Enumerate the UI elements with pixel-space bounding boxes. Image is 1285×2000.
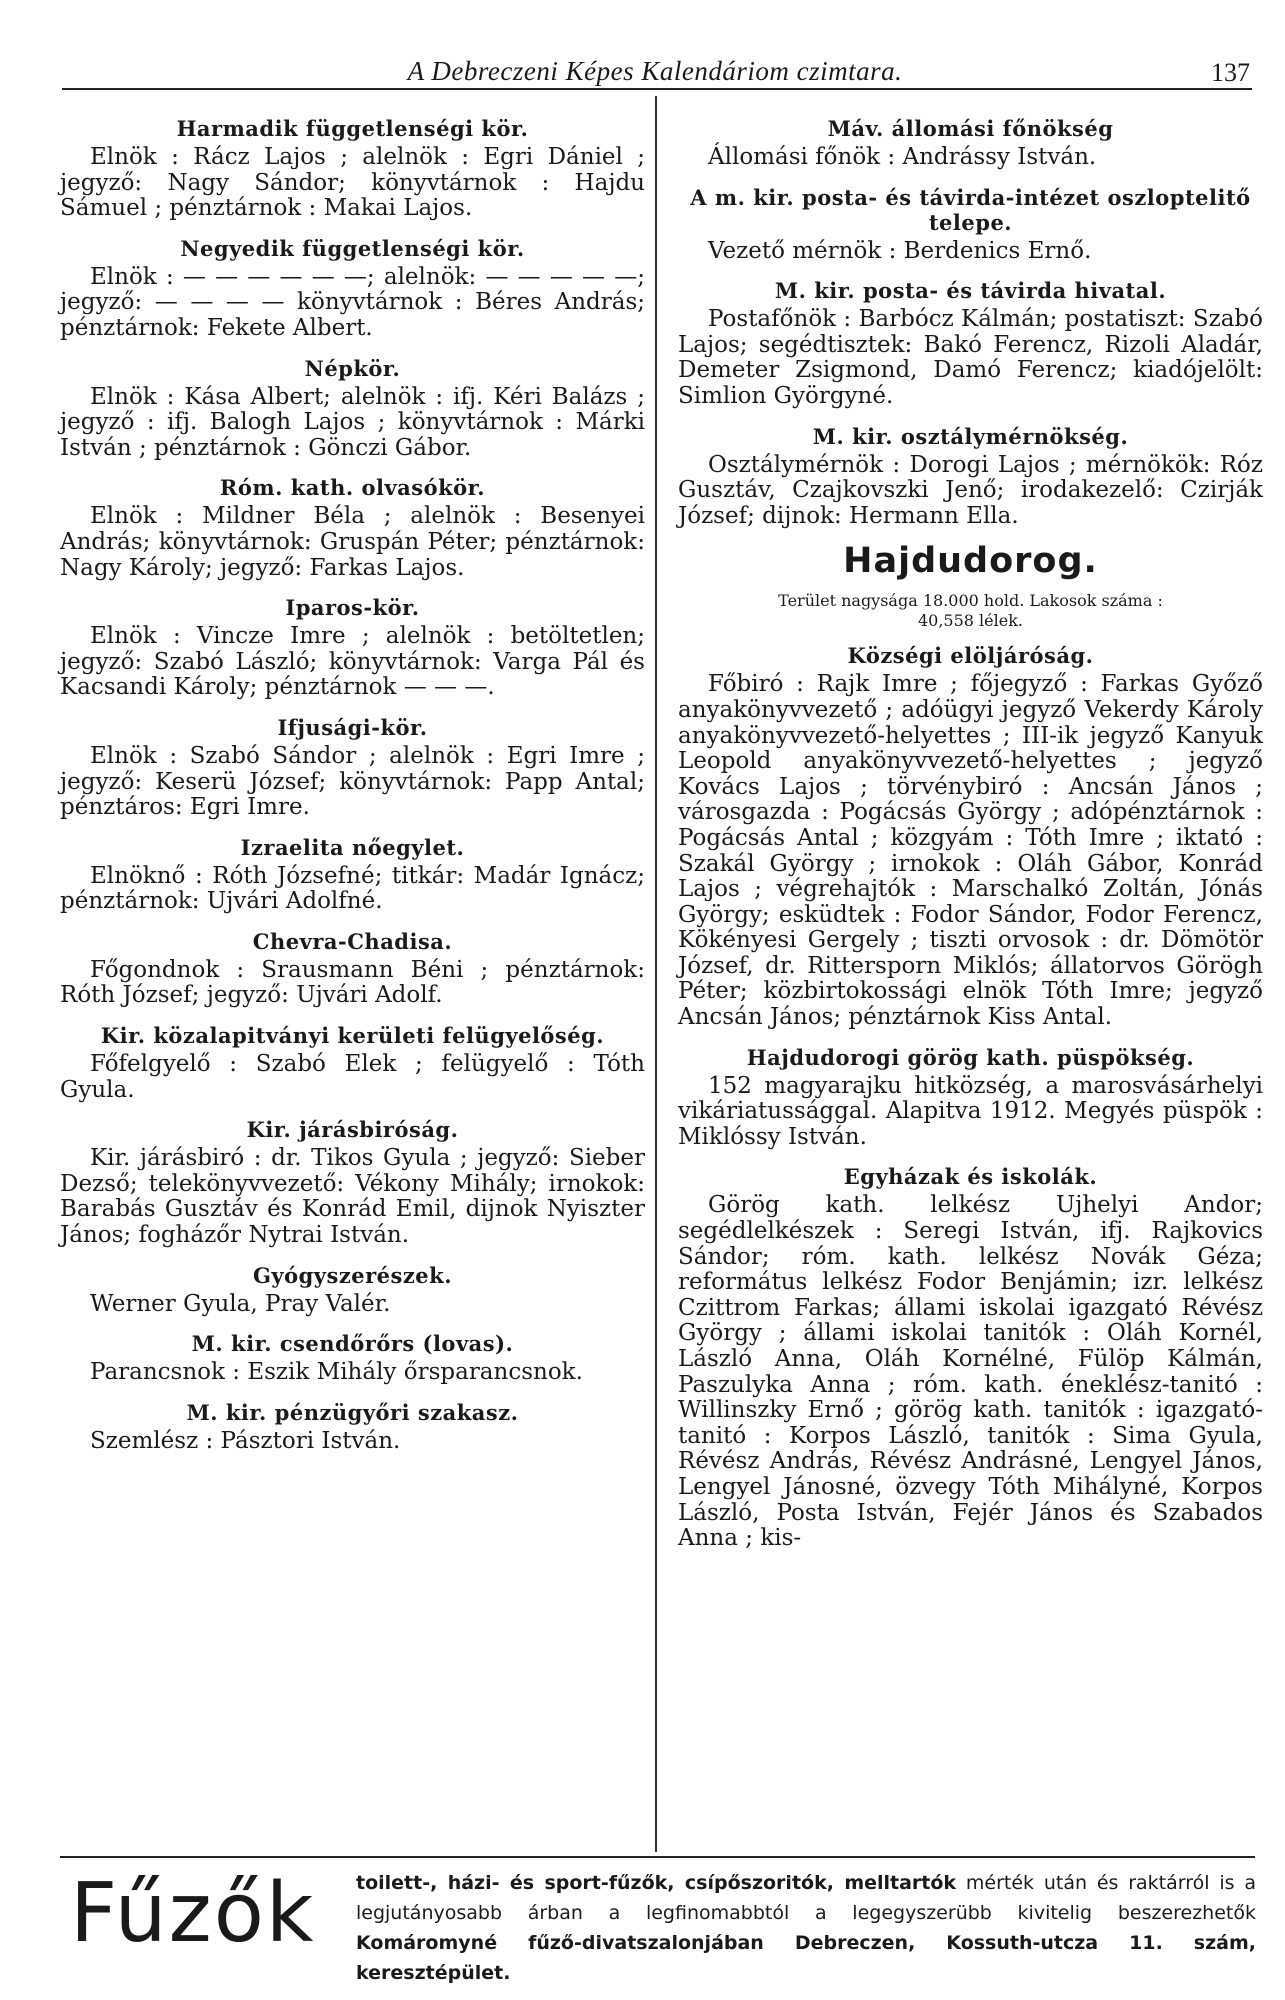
- corset-advertisement: [60, 1866, 1256, 1984]
- header-rule: [62, 88, 1252, 90]
- section-text: 152 magyarajku hitközség, a marosvásárhelyi vikáriatussággal. Alapitva 1912. Megyés püspök : Miklóssy István.: [678, 1072, 1263, 1150]
- section-heading: Népkör.: [304, 355, 401, 381]
- page-number: 137: [1211, 58, 1250, 87]
- town-title: Hajdudorog.: [843, 541, 1098, 582]
- section-heading: Kir. járásbiróság.: [246, 1117, 459, 1143]
- section-heading: Chevra-Chadisa.: [252, 928, 453, 954]
- left-column: [60, 116, 645, 1462]
- section-text: Postafőnök : Barbócz Kálmán; postatiszt: Szabó Lajos; segédtisztek: Bakó Ferencz, Rizoli Aladár, Demeter Zsigmond, Damó Ferencz; kiadójelölt: Simlion Györgyné.: [678, 306, 1263, 409]
- town-population-count: 40,558 lélek.: [917, 611, 1024, 631]
- right-column: [678, 116, 1263, 1560]
- section-text: Szemlész : Pásztori István.: [90, 1427, 401, 1454]
- ad-shop-address: Komáromyné fűző-divatszalonjában Debreczen, Kossuth-utcza 11. szám, keresztépület.: [356, 1932, 1256, 1984]
- section-text: Görög kath. lelkész Ujhelyi Andor; segédlelkészek : Seregi István, ifj. Rajkovics Sándor; róm. kath. lelkész Novák Géza; református lelkész Fodor Benjámin; izr. lelkész Czittrom Farkas; állami iskolai igazgató Révész György ; állami iskolai tanitók : Oláh Kornél, László Anna, Oláh Kornélné, Fülöp Kálmán, Paszulyka Anna ; róm. kath. éneklész-tanitó : Willinszky Ernő ; görög kath. tanitók : igazgató-tanitó : Korpos László, tanitók : Sima Gyula, Révész András, Révész Andrásné, Lengyel János, Lengyel Jánosné, özvegy Tóth Mihályné, Korpos László, Posta István, Fejér János és Szabados Anna ; kis-: [678, 1192, 1263, 1552]
- section-heading: M. kir. osztálymérnökség.: [812, 423, 1129, 449]
- page-header: [60, 48, 1250, 88]
- section-text: Elnök : Vincze Imre ; alelnök : betöltetlen; jegyző: Szabó László; könyvtárnok: Varga Pál és Kacsandi Károly; pénztárnok — — —.: [60, 623, 645, 701]
- section-heading: Izraelita nőegylet.: [240, 834, 465, 860]
- ad-products: toilett-, házi- és sport-fűzők, csípőszoritók, melltartók: [356, 1872, 957, 1894]
- section-text: Werner Gyula, Pray Valér.: [90, 1290, 391, 1317]
- section-heading: M. kir. pénzügyőri szakasz.: [186, 1399, 519, 1425]
- section-text: Parancsnok : Eszik Mihály őrsparancsnok.: [90, 1359, 583, 1386]
- section-text: Elnök : Kása Albert; alelnök : ifj. Kéri Balázs ; jegyző : ifj. Balogh Lajos ; könyvtárnok : Márki István ; pénztárnok : Gönczi Gábor.: [60, 383, 645, 461]
- column-divider: [655, 96, 657, 1852]
- town-meta: [678, 591, 1263, 631]
- section-text: Kir. járásbiró : dr. Tikos Gyula ; jegyző: Sieber Dezső; telekönyvvezető: Vékony Mihály; irnokok: Barabás Gusztáv és Konrád Emil, dijnok Nyiszter János; fogházőr Nytrai István.: [60, 1145, 645, 1249]
- section-text: Elnök : Szabó Sándor ; alelnök : Egri Imre ; jegyző: Keserü József; könyvtárnok: Papp Antal; pénztáros: Egri Imre.: [60, 742, 645, 821]
- town-area-population: Terület nagysága 18.000 hold. Lakosok száma :: [778, 591, 1163, 611]
- section-text: Vezető mérnök : Berdenics Ernő.: [708, 237, 1092, 264]
- section-text: Elnök : — — — — — —; alelnök: — — — — —; jegyző: — — — — könyvtárnok : Béres András; pénztárnok: Fekete Albert.: [60, 263, 645, 341]
- section-heading: Negyedik függetlenségi kör.: [180, 235, 525, 261]
- section-heading: Iparos-kör.: [285, 595, 420, 621]
- running-title: A Debreczeni Képes Kalendáriom czimtara.: [407, 56, 903, 86]
- section-text: Főfelgyelő : Szabó Elek ; felügyelő : Tóth Gyula.: [60, 1051, 645, 1103]
- section-heading: Hajdudorogi görög kath. püspökség.: [746, 1044, 1195, 1070]
- section-heading: A m. kir. posta- és távirda-intézet oszloptelitő telepe.: [690, 184, 1251, 235]
- section-heading: M. kir. posta- és távirda hivatal.: [774, 278, 1167, 304]
- footer-rule: [60, 1856, 1255, 1858]
- section-text: Elnök : Mildner Béla ; alelnök : Besenyei András; könyvtárnok: Gruspán Péter; pénztárnok: Nagy Károly; jegyző: Farkas Lajos.: [60, 503, 645, 581]
- section-heading: Egyházak és iskolák.: [843, 1164, 1098, 1190]
- section-text: Főgondnok : Srausmann Béni ; pénztárnok: Róth József; jegyző: Ujvári Adolf.: [60, 956, 645, 1009]
- section-text: Állomási főnök : Andrássy István.: [708, 144, 1097, 170]
- section-heading: Községi elöljáróság.: [847, 643, 1094, 669]
- ad-offer: mérték után és raktárról is a legjutányosabb árban a legfinomabbtól a legegyszerübb kivitelig beszerezhetők: [356, 1872, 1256, 1924]
- ad-logo: Fűzők: [70, 1866, 316, 1961]
- section-heading: M. kir. csendőrőrs (lovas).: [191, 1331, 514, 1357]
- section-heading: Máv. állomási főnökség: [827, 116, 1114, 141]
- section-text: Elnöknő : Róth Józsefné; titkár: Madár Ignácz; pénztárnok: Ujvári Adolfné.: [60, 862, 645, 915]
- section-heading: Ifjusági-kör.: [277, 714, 428, 740]
- section-heading: Kir. közalapitványi kerületi felügyelőség.: [100, 1023, 605, 1049]
- section-heading: Róm. kath. olvasókör.: [219, 475, 486, 501]
- section-text: Főbiró : Rajk Imre ; főjegyző : Farkas Győző anyakönyvvezető ; adóügyi jegyző Vekerdy Károly anyakönyvvezető-helyettes ; III-ik jegyző Kanyuk Leopold anyakönyvvezető-helyettes ; jegyző Kovács Lajos ; törvénybiró : Ancsán János ; városgazda : Pogácsás György ; adópénztárnok : Pogácsás Antal ; közgyám : Tóth Imre ; iktató : Szakál György ; irnokok : Oláh Gábor, Konrád Lajos ; végrehajtók : Marschalkó Zoltán, Jónás György; esküdtek : Fodor Sándor, Fodor Ferencz, Kökényesi Gergely ; tiszti orvosok : dr. Dömötör József, dr. Rittersporn Miklós; állatorvos Görögh Péter; közbirtokossági elnök Tóth Imre; jegyző Ancsán János; pénztárnok Kiss Antal.: [678, 671, 1263, 1031]
- section-heading: Gyógyszerészek.: [252, 1262, 453, 1288]
- section-heading: Harmadik függetlenségi kör.: [176, 116, 529, 141]
- ad-text: [356, 1868, 1256, 1988]
- section-text: Osztálymérnök : Dorogi Lajos ; mérnökök: Róz Gusztáv, Czajkovszki Jenő; irodakezelő: Czirják József; dijnok: Hermann Ella.: [678, 451, 1263, 529]
- section-text: Elnök : Rácz Lajos ; alelnök : Egri Dániel ; jegyző: Nagy Sándor; könyvtárnok : Hajdu Sámuel ; pénztárnok : Makai Lajos.: [60, 144, 645, 222]
